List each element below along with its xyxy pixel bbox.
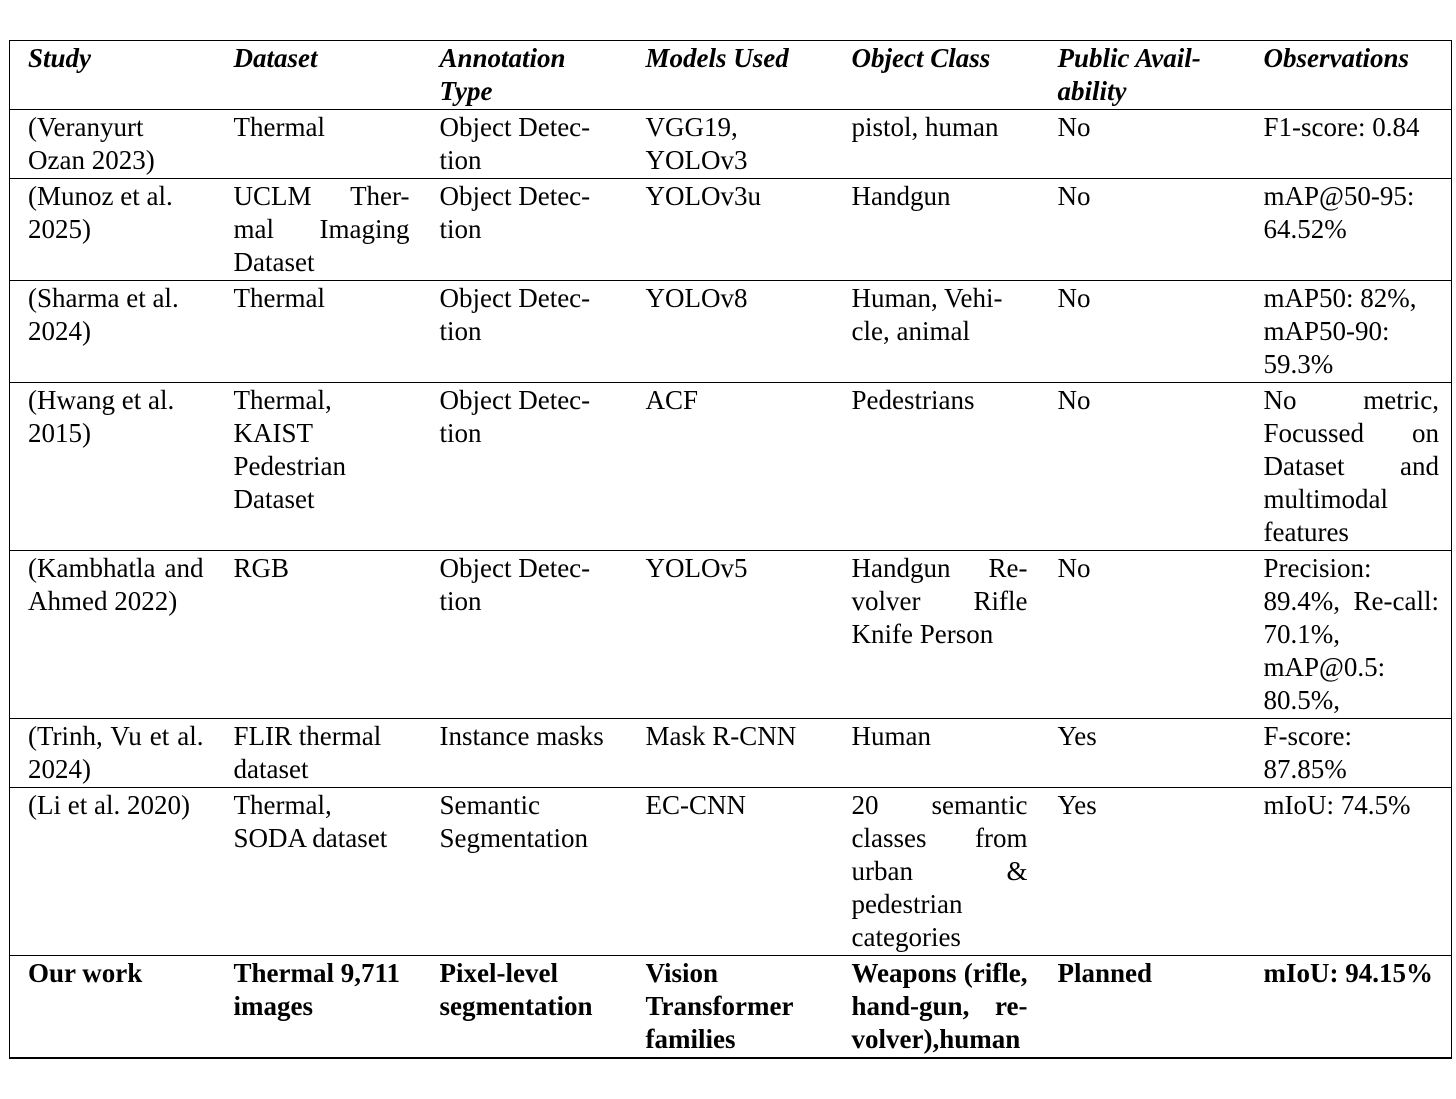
table-header [10, 41, 1452, 110]
table-row [10, 383, 1452, 551]
cell-annotation: Object Detec-tion [439, 385, 591, 448]
cell-models: EC-CNN [645, 790, 746, 820]
cell-observations: No metric, Focussed on Dataset and multimodal features [1263, 385, 1439, 547]
cell-observations: Precision: 89.4%, Re-call: 70.1%, mAP@0.5: 80.5%, [1263, 553, 1439, 715]
cell-annotation: Instance masks [439, 721, 604, 751]
cell-object-class: Weapons (rifle, hand-gun, re-volver),human [851, 958, 1028, 1054]
cell-study: (Hwang et al. 2015) [28, 385, 175, 448]
cell-study: (Veranyurt Ozan 2023) [28, 112, 155, 175]
cell-dataset: Thermal, SODA dataset [233, 790, 388, 853]
cell-dataset: Thermal 9,711 images [233, 958, 400, 1021]
cell-observations: F1-score: 0.84 [1263, 112, 1420, 142]
cell-public: Yes [1057, 790, 1097, 820]
header-object-class: Object Class [851, 43, 991, 73]
table-row [10, 281, 1452, 383]
cell-dataset: FLIR thermal dataset [233, 721, 382, 784]
cell-study: Our work [28, 958, 143, 988]
cell-annotation: Object Detec-tion [439, 181, 591, 244]
cell-observations: mAP@50-95: 64.52% [1263, 181, 1415, 244]
table-row [10, 719, 1452, 788]
table-body [10, 110, 1452, 1059]
cell-study: (Trinh, Vu et al. 2024) [28, 721, 204, 784]
comparison-table-wrapper [9, 40, 1451, 1059]
cell-object-class: Handgun [851, 181, 951, 211]
cell-object-class: Handgun Re-volver Rifle Knife Person [851, 553, 1028, 649]
our-work-row [10, 956, 1452, 1059]
cell-observations: mIoU: 74.5% [1263, 790, 1411, 820]
cell-study: (Kambhatla and Ahmed 2022) [28, 553, 204, 616]
cell-observations: F-score: 87.85% [1263, 721, 1352, 784]
header-dataset: Dataset [233, 43, 318, 73]
cell-dataset: Thermal [233, 283, 325, 313]
table-row [10, 788, 1452, 956]
cell-public: Planned [1057, 958, 1153, 988]
table-row [10, 551, 1452, 719]
cell-object-class: Human [851, 721, 931, 751]
cell-annotation: Object Detec-tion [439, 553, 591, 616]
cell-dataset: Thermal [233, 112, 325, 142]
header-row [10, 41, 1452, 110]
cell-models: ACF [645, 385, 699, 415]
cell-public: No [1057, 283, 1091, 313]
cell-study: (Li et al. 2020) [28, 790, 190, 820]
cell-models: Vision Transformer families [645, 958, 794, 1054]
cell-object-class: Pedestrians [851, 385, 975, 415]
cell-observations: mAP50: 82%, mAP50-90: 59.3% [1263, 283, 1417, 379]
header-public-availability: Public Avail-ability [1057, 43, 1201, 106]
cell-dataset: RGB [233, 553, 290, 583]
cell-models: YOLOv5 [645, 553, 748, 583]
cell-study: (Sharma et al. 2024) [28, 283, 179, 346]
cell-models: YOLOv3u [645, 181, 761, 211]
cell-public: No [1057, 112, 1091, 142]
header-models-used: Models Used [645, 43, 789, 73]
cell-dataset: Thermal, KAIST Pedestrian Dataset [233, 385, 346, 514]
cell-dataset: UCLM Ther-mal Imaging Dataset [233, 181, 410, 277]
cell-public: No [1057, 553, 1091, 583]
cell-annotation: Object Detec-tion [439, 112, 591, 175]
cell-public: No [1057, 385, 1091, 415]
cell-annotation: Object Detec-tion [439, 283, 591, 346]
cell-models: YOLOv8 [645, 283, 748, 313]
table-row [10, 179, 1452, 281]
header-annotation-type: Annotation Type [439, 43, 566, 106]
cell-object-class: 20 semantic classes from urban & pedestrian categories [851, 790, 1028, 952]
header-study: Study [28, 43, 92, 73]
comparison-table [9, 40, 1452, 1059]
cell-models: VGG19, YOLOv3 [645, 112, 748, 175]
cell-annotation: Pixel-level segmentation [439, 958, 593, 1021]
cell-public: Yes [1057, 721, 1097, 751]
cell-object-class: pistol, human [851, 112, 999, 142]
cell-study: (Munoz et al. 2025) [28, 181, 173, 244]
cell-observations: mIoU: 94.15% [1263, 958, 1433, 988]
cell-public: No [1057, 181, 1091, 211]
cell-annotation: Semantic Segmentation [439, 790, 588, 853]
header-observations: Observations [1263, 43, 1410, 73]
cell-object-class: Human, Vehi-cle, animal [851, 283, 1003, 346]
table-row [10, 110, 1452, 179]
cell-models: Mask R-CNN [645, 721, 797, 751]
